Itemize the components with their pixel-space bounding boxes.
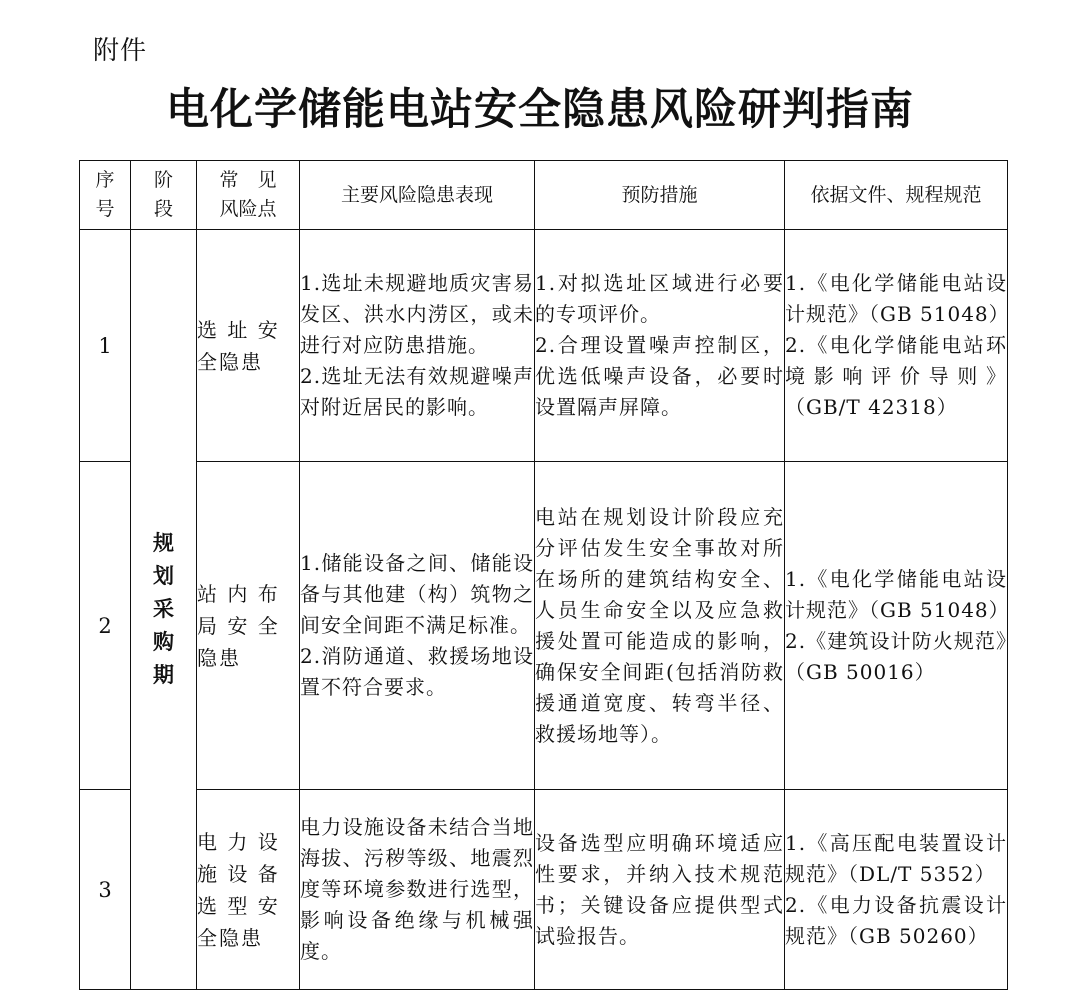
table-header-row	[80, 161, 1008, 230]
manifestation-cell: 1.储能设备之间、储能设备与其他建（构）筑物之间安全间距不满足标准。 2.消防通道、救援场地设置不符合要求。	[300, 462, 535, 790]
header-manifestation: 主要风险隐患表现	[300, 161, 535, 230]
header-basis: 依据文件、规程规范	[785, 161, 1008, 230]
stage-cell: 规 划 采 购 期	[131, 230, 197, 990]
manifestation-cell: 1.选址未规避地质灾害易发区、洪水内涝区，或未进行对应防患措施。 2.选址无法有效规避噪声对附近居民的影响。	[300, 230, 535, 462]
risk-point: 电 力 设 施 设 备 选 型 安 全隐患	[197, 790, 300, 990]
basis-cell: 1.《电化学储能电站设计规范》（GB 51048） 2.《建筑设计防火规范》（GB 50016）	[785, 462, 1008, 790]
header-prevention: 预防措施	[535, 161, 785, 230]
table-row	[80, 790, 1008, 990]
basis-cell: 1.《高压配电装置设计规范》（DL/T 5352） 2.《电力设备抗震设计规范》（GB 50260）	[785, 790, 1008, 990]
manifestation-cell: 电力设施设备未结合当地海拔、污秽等级、地震烈度等环境参数进行选型，影响设备绝缘与机械强度。	[300, 790, 535, 990]
prevention-cell: 电站在规划设计阶段应充分评估发生安全事故对所在场所的建筑结构安全、人员生命安全以及应急救援处置可能造成的影响，确保安全间距(包括消防救援通道宽度、转弯半径、救援场地等）。	[535, 462, 785, 790]
row-number: 1	[80, 230, 131, 462]
document-title: 电化学储能电站安全隐患风险研判指南	[166, 85, 914, 135]
table-row	[80, 462, 1008, 790]
risk-point: 站 内 布 局 安 全 隐患	[197, 462, 300, 790]
header-seq: 序 号	[80, 161, 131, 230]
row-number: 2	[80, 462, 131, 790]
row-number: 3	[80, 790, 131, 990]
risk-guide-table	[79, 160, 1008, 990]
prevention-cell: 设备选型应明确环境适应性要求，并纳入技术规范书；关键设备应提供型式试验报告。	[535, 790, 785, 990]
risk-point: 选 址 安 全隐患	[197, 230, 300, 462]
header-risk-point: 常 见 风险点	[197, 161, 300, 230]
header-stage: 阶 段	[131, 161, 197, 230]
attachment-label: 附件	[93, 36, 148, 66]
table-row	[80, 230, 1008, 462]
prevention-cell: 1.对拟选址区域进行必要的专项评价。 2.合理设置噪声控制区，优选低噪声设备，必要时设置隔声屏障。	[535, 230, 785, 462]
basis-cell: 1.《电化学储能电站设计规范》（GB 51048） 2.《电化学储能电站环境影响评价导则》（GB/T 42318）	[785, 230, 1008, 462]
